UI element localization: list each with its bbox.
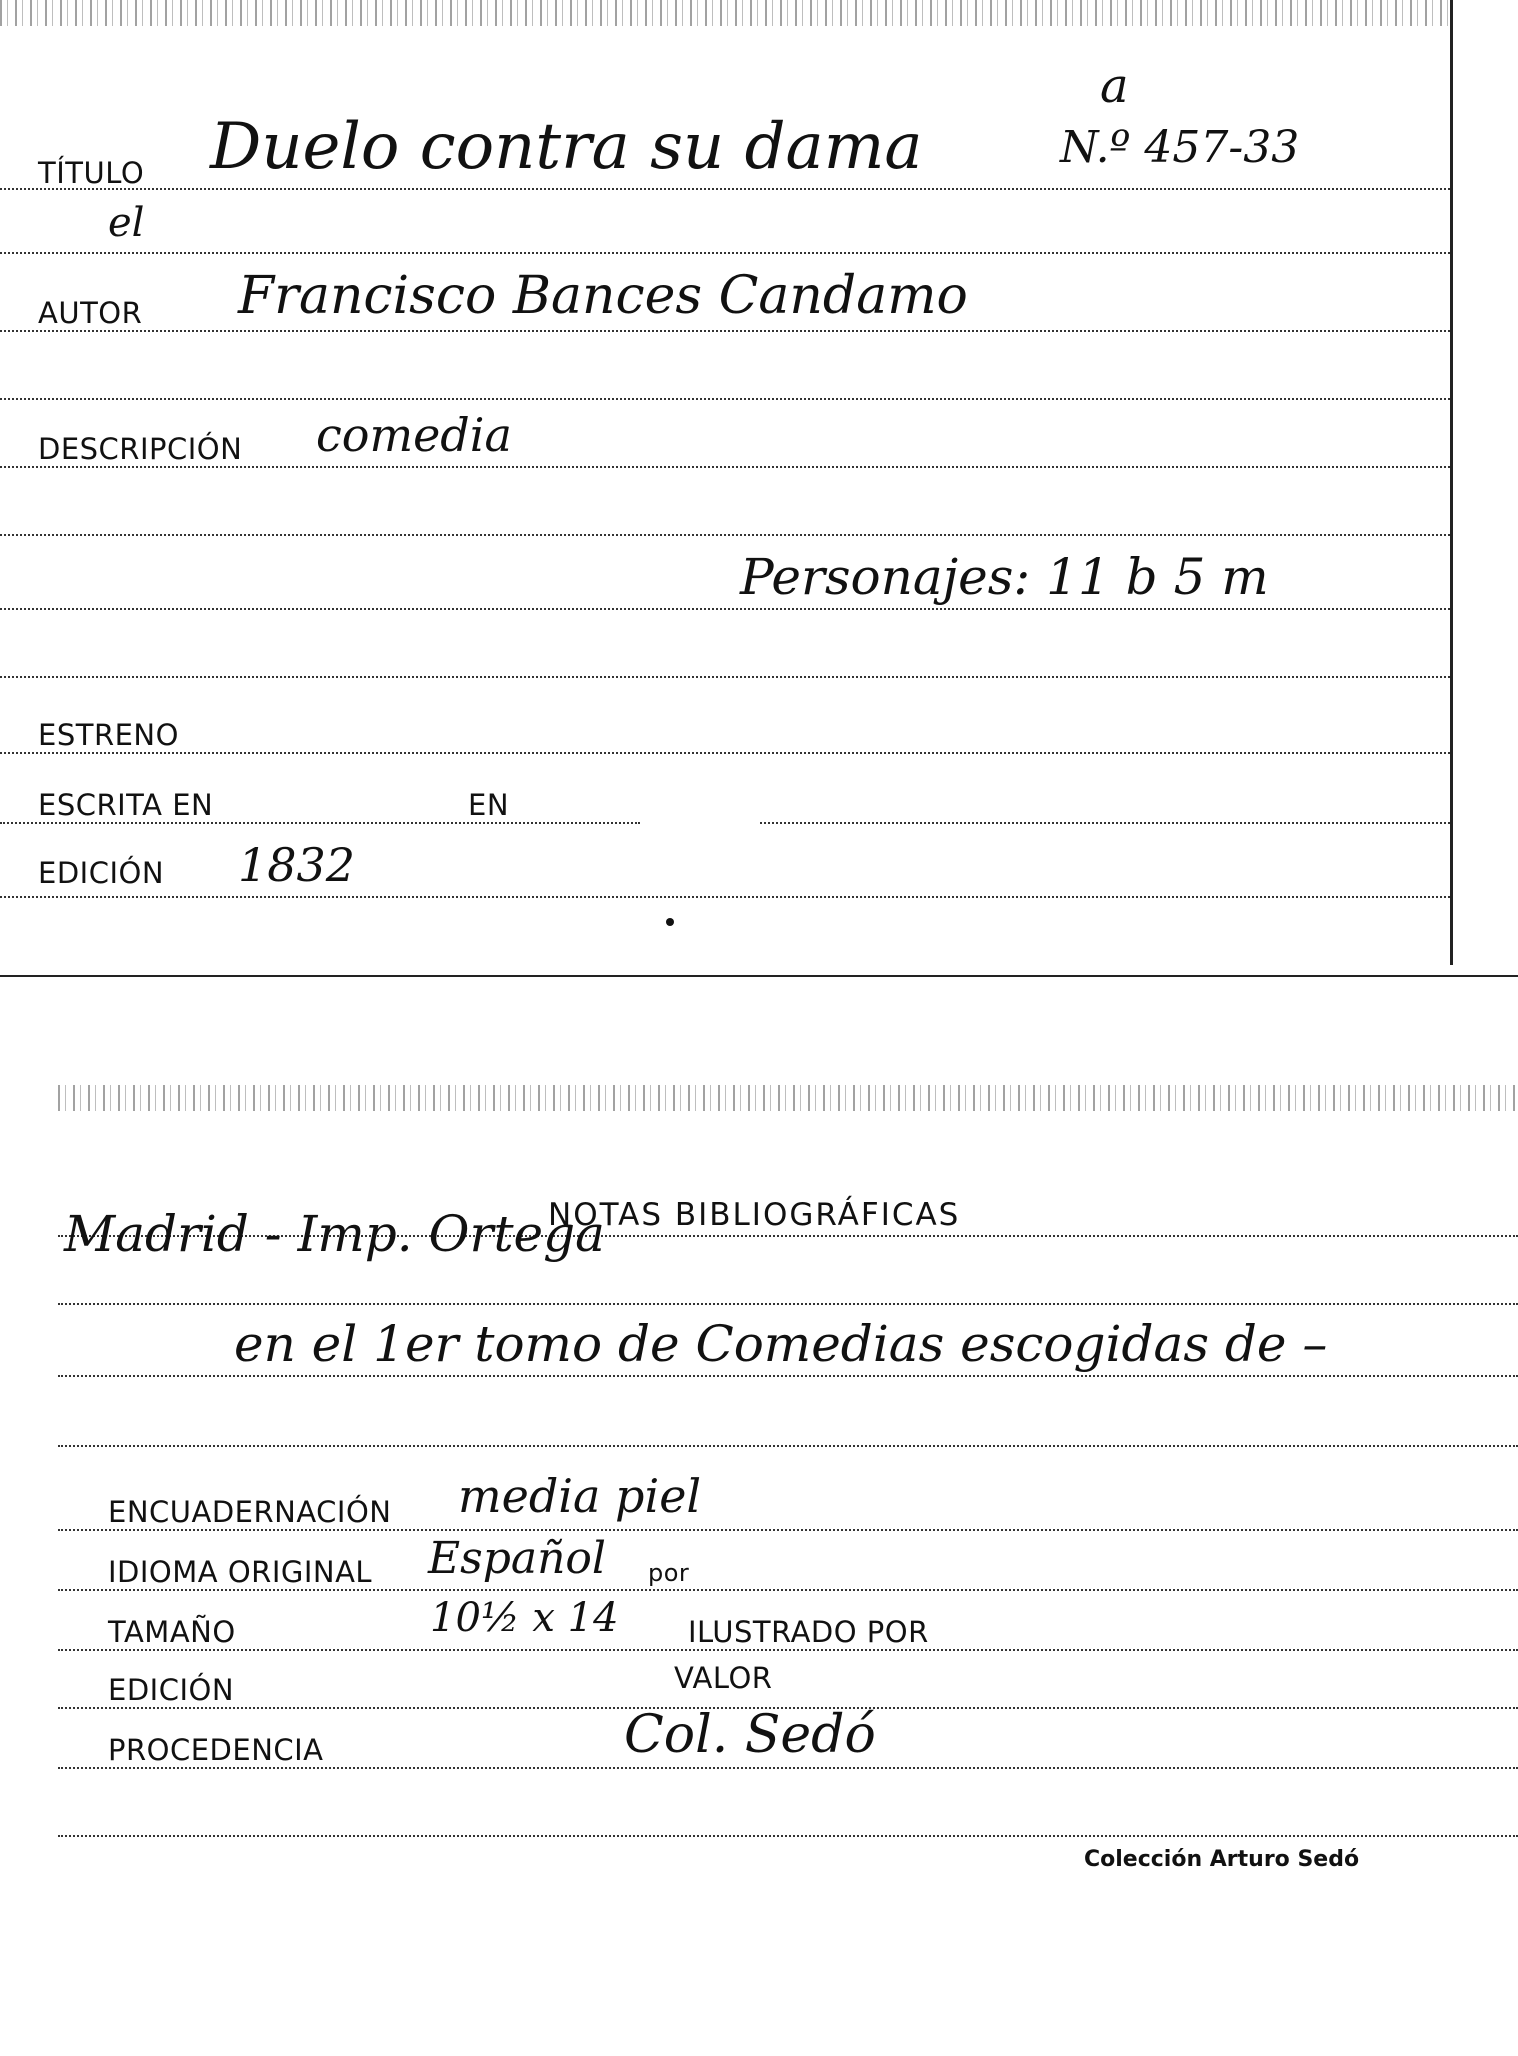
card-edge-speckle-bottom bbox=[58, 1085, 1518, 1111]
descripcion-value: comedia bbox=[316, 408, 512, 462]
numero-suffix: a bbox=[1100, 58, 1129, 114]
tamano-value: 10½ x 14 bbox=[430, 1595, 619, 1641]
procedencia-line bbox=[58, 1767, 1518, 1769]
notas-title: NOTAS BIBLIOGRÁFICAS bbox=[548, 1197, 961, 1233]
notas-line2-text: en el 1er tomo de Comedias escogidas de – bbox=[234, 1315, 1328, 1373]
descripcion-line bbox=[0, 466, 1450, 468]
notas-line-2 bbox=[58, 1303, 1518, 1305]
traducido-label: por bbox=[648, 1559, 690, 1587]
autor-value: Francisco Bances Candamo bbox=[238, 266, 968, 326]
titulo-line bbox=[0, 188, 1450, 190]
encuadernacion-label: ENCUADERNACIÓN bbox=[108, 1495, 392, 1529]
notas-line-4 bbox=[58, 1445, 1518, 1447]
numero-value: N.º 457-33 bbox=[1060, 122, 1300, 173]
notas-line1-text: Madrid - Imp. Ortega bbox=[64, 1205, 605, 1263]
edicion-line bbox=[0, 896, 1450, 898]
autor-line bbox=[0, 330, 1450, 332]
ilustrado-label: ILUSTRADO POR bbox=[688, 1615, 929, 1649]
descripcion-label: DESCRIPCIÓN bbox=[38, 432, 243, 466]
blank-line-bottom bbox=[58, 1835, 1518, 1837]
encuadernacion-line bbox=[58, 1529, 1518, 1531]
estreno-line bbox=[0, 752, 1450, 754]
en-line bbox=[760, 822, 1450, 824]
idioma-value: Español bbox=[428, 1533, 606, 1584]
blank-line-1 bbox=[0, 534, 1450, 536]
en-label: EN bbox=[468, 788, 510, 822]
collection-footer: Colección Arturo Sedó bbox=[1084, 1847, 1360, 1872]
blank-line-2 bbox=[0, 676, 1450, 678]
tamano-label: TAMAÑO bbox=[108, 1615, 236, 1649]
personajes-line bbox=[0, 608, 1450, 610]
estreno-label: ESTRENO bbox=[38, 718, 179, 752]
encuadernacion-value: media piel bbox=[458, 1469, 702, 1523]
tamano-line bbox=[58, 1649, 1518, 1651]
catalog-card-back bbox=[58, 1085, 1518, 2025]
titulo-line-2 bbox=[0, 252, 1450, 254]
card-separator bbox=[0, 975, 1518, 977]
catalog-card-front bbox=[0, 0, 1453, 965]
personajes-value: Personajes: 11 b 5 m bbox=[740, 548, 1269, 606]
escrita-line bbox=[0, 822, 640, 824]
edicion-label-bottom: EDICIÓN bbox=[108, 1673, 235, 1707]
titulo-label: TÍTULO bbox=[38, 156, 145, 190]
escrita-label: ESCRITA EN bbox=[38, 788, 214, 822]
edicion-value: 1832 bbox=[238, 838, 356, 892]
procedencia-value: Col. Sedó bbox=[624, 1705, 876, 1765]
edicion-label: EDICIÓN bbox=[38, 856, 165, 890]
titulo-value: Duelo contra su dama bbox=[210, 110, 923, 184]
autor-article: el bbox=[108, 200, 145, 246]
valor-label: VALOR bbox=[674, 1661, 773, 1695]
punch-hole-mark bbox=[666, 918, 674, 926]
autor-label: AUTOR bbox=[38, 296, 143, 330]
procedencia-label: PROCEDENCIA bbox=[108, 1733, 324, 1767]
idioma-label: IDIOMA ORIGINAL bbox=[108, 1555, 373, 1589]
card-edge-speckle bbox=[0, 0, 1450, 26]
autor-line-2 bbox=[0, 398, 1450, 400]
notas-line-3 bbox=[58, 1375, 1518, 1377]
idioma-line bbox=[58, 1589, 1518, 1591]
